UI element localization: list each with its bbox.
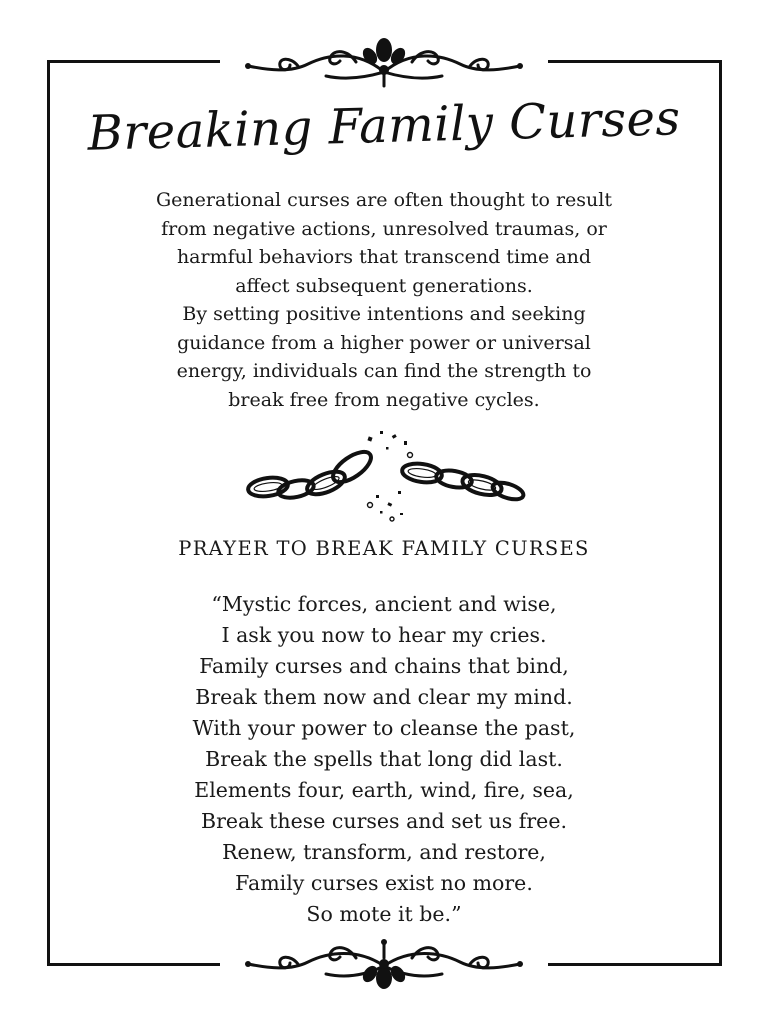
prayer-line: With your power to cleanse the past,: [192, 716, 576, 740]
frame-line-left: [47, 60, 50, 966]
intro-line: affect subsequent generations.: [235, 274, 533, 297]
prayer-text: [96, 589, 672, 930]
prayer-line: Break them now and clear my mind.: [195, 685, 573, 709]
prayer-line: So mote it be.”: [306, 902, 462, 926]
broken-chain-icon: [240, 425, 530, 525]
frame-line-top-left: [47, 60, 220, 63]
intro-line: guidance from a higher power or universal: [177, 331, 591, 354]
intro-line: break free from negative cycles.: [228, 388, 540, 411]
prayer-line: Family curses and chains that bind,: [199, 654, 569, 678]
intro-line: from negative actions, unresolved traumas, or: [161, 217, 607, 240]
prayer-heading: PRAYER TO BREAK FAMILY CURSES: [178, 537, 590, 560]
top-flourish-icon: [238, 32, 530, 88]
prayer-line: Break these curses and set us free.: [201, 809, 567, 833]
intro-line: harmful behaviors that transcend time and: [176, 246, 592, 268]
page-title: Breaking Family Curses: [86, 90, 682, 162]
intro-line: Generational curses are often thought to result: [156, 189, 612, 211]
prayer-line: Elements four, earth, wind, fire, sea,: [194, 778, 574, 802]
prayer-line: I ask you now to hear my cries.: [221, 623, 547, 647]
frame-line-bottom-right: [548, 963, 722, 966]
frame-line-bottom-left: [47, 963, 220, 966]
prayer-line: Renew, transform, and restore,: [222, 840, 546, 864]
prayer-line: Break the spells that long did last.: [205, 747, 563, 771]
intro-line: By setting positive intentions and seeking: [182, 303, 586, 325]
intro-paragraph: [96, 186, 672, 414]
prayer-line: “Mystic forces, ancient and wise,: [211, 592, 557, 616]
intro-line: energy, individuals can find the strength to: [176, 360, 592, 382]
bottom-flourish-icon: [238, 936, 530, 992]
frame-line-top-right: [548, 60, 722, 63]
frame-line-right: [719, 60, 722, 966]
prayer-line: Family curses exist no more.: [235, 871, 533, 895]
